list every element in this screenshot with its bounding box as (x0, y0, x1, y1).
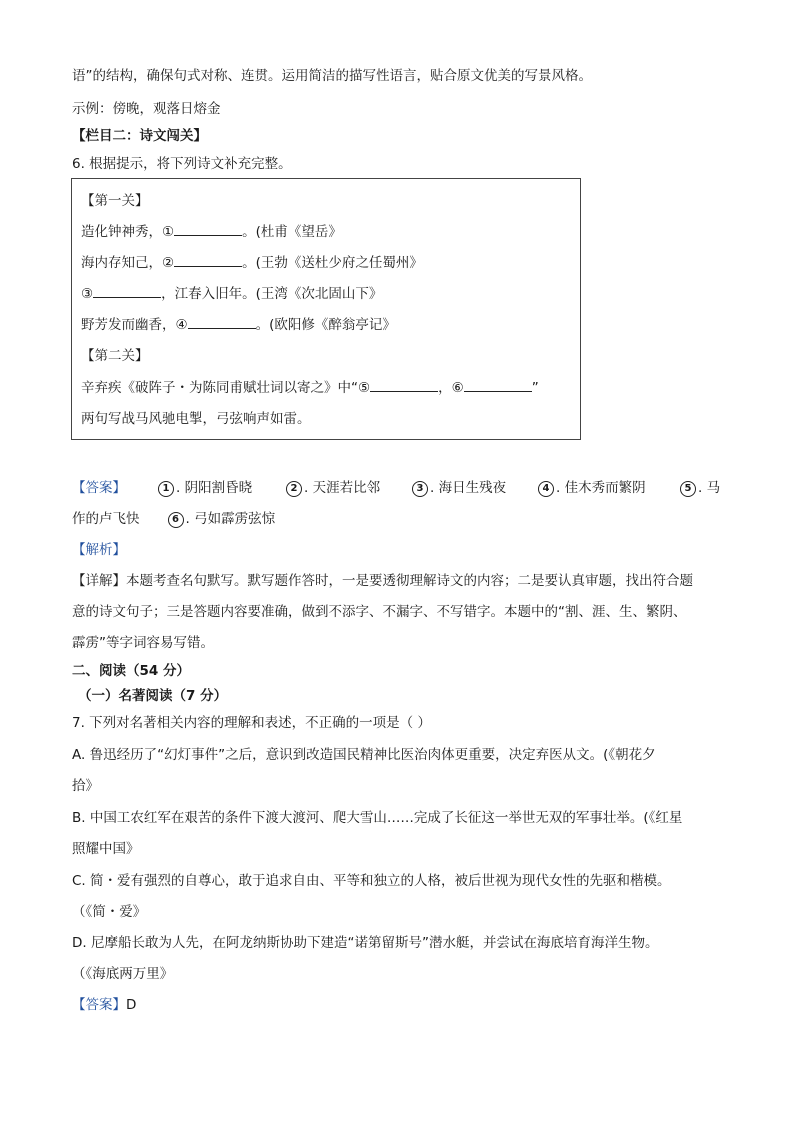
q7-option-d-1: D. 尼摩船长敢为人先，在阿龙纳斯协助下建造“诺第留斯号”潜水艇，并尝试在海底培育海洋生物。 (72, 935, 659, 951)
detail-line-2: 意的诗文句子；三是答题内容要准确，做到不添字、不漏字、不写错字。本题中的“割、涯、生、繁阴、 (72, 604, 687, 620)
blank-6[interactable] (464, 378, 532, 392)
answer-item-5: 5 . 马 (680, 478, 720, 498)
level1-label: 【第一关】 (81, 193, 149, 209)
blank-5[interactable] (370, 378, 438, 392)
answer-item-2: 2 . 天涯若比邻 (286, 478, 380, 498)
blank-2[interactable] (174, 253, 242, 267)
poem-line-6: 两句写战马风驰电掣，弓弦响声如雷。 (81, 411, 311, 427)
part2-title: 二、阅读（54 分） (72, 663, 190, 679)
q7-answer (72, 995, 136, 1015)
q7-option-b-2: 照耀中国》 (72, 841, 140, 857)
section2-title: 【栏目二：诗文闯关】 (72, 128, 207, 144)
poem-line-1: 造化钟神秀，① 。(杜甫《望岳》 (81, 224, 342, 240)
poem-line-2: 海内存知己，② 。(王勃《送杜少府之任蜀州》 (81, 255, 423, 271)
blank-4[interactable] (188, 315, 256, 329)
poem-line-3: ③ ，江春入旧年。(王湾《次北固山下》 (81, 286, 383, 302)
q7-option-c-1: C. 简・爱有强烈的自尊心，敢于追求自由、平等和独立的人格，被后世视为现代女性的先驱和楷模。 (72, 873, 671, 889)
example-line: 示例：傍晚，观落日熔金 (72, 101, 221, 117)
answer-label: 【答案】 (72, 480, 126, 496)
q7-option-a-1: A. 鲁迅经历了“幻灯事件”之后，意识到改造国民精神比医治肉体更重要，决定弃医从文。(《朝花夕 (72, 747, 656, 763)
q7-answer-value: D (126, 997, 137, 1013)
q7-option-b-1: B. 中国工农红军在艰苦的条件下渡大渡河、爬大雪山……完成了长征这一举世无双的军事壮举。(《红星 (72, 810, 683, 826)
answer-item-3: 3 . 海日生残夜 (412, 478, 506, 498)
answer-item-4: 4 . 佳木秀而繁阴 (538, 478, 646, 498)
poem-line-4: 野芳发而幽香，④ 。(欧阳修《醉翁亭记》 (81, 317, 396, 333)
poem-line-5: 辛弃疾《破阵子・为陈同甫赋壮词以寄之》中“⑤ ，⑥ ” (81, 380, 539, 396)
part2-subtitle: （一）名著阅读（7 分） (78, 688, 228, 704)
detail-line-1: 【详解】本题考查名句默写。默写题作答时，一是要透彻理解诗文的内容；二是要认真审题，找出符合题 (72, 573, 693, 589)
detail-line-3: 霹雳”等字词容易写错。 (72, 635, 214, 651)
level2-label: 【第二关】 (81, 348, 149, 364)
q7-option-c-2: （《简・爱》 (72, 904, 147, 920)
q7-answer-label: 【答案】 (72, 997, 126, 1013)
q7-option-d-2: （《海底两万里》 (72, 966, 174, 982)
intro-line: 语”的结构，确保句式对称、连贯。运用简洁的描写性语言，贴合原文优美的写景风格。 (72, 68, 592, 84)
analysis-label: 【解析】 (72, 542, 126, 558)
answer-item-6-text: . 弓如霹雳弦惊 (185, 511, 276, 527)
answer-continuation: 作的卢飞快 6 . 弓如霹雳弦惊 (72, 511, 276, 527)
blank-3[interactable] (93, 284, 161, 298)
answer-item-6-num: 6 (168, 512, 184, 528)
q7-option-a-2: 拾》 (72, 778, 99, 794)
answer-item-1: 1 . 阴阳割昏晓 (158, 478, 252, 498)
q7-prompt: 7. 下列对名著相关内容的理解和表述，不正确的一项是（ ） (72, 715, 431, 731)
poetry-box (71, 178, 581, 440)
blank-1[interactable] (174, 222, 242, 236)
q6-prompt: 6. 根据提示，将下列诗文补充完整。 (72, 156, 292, 172)
